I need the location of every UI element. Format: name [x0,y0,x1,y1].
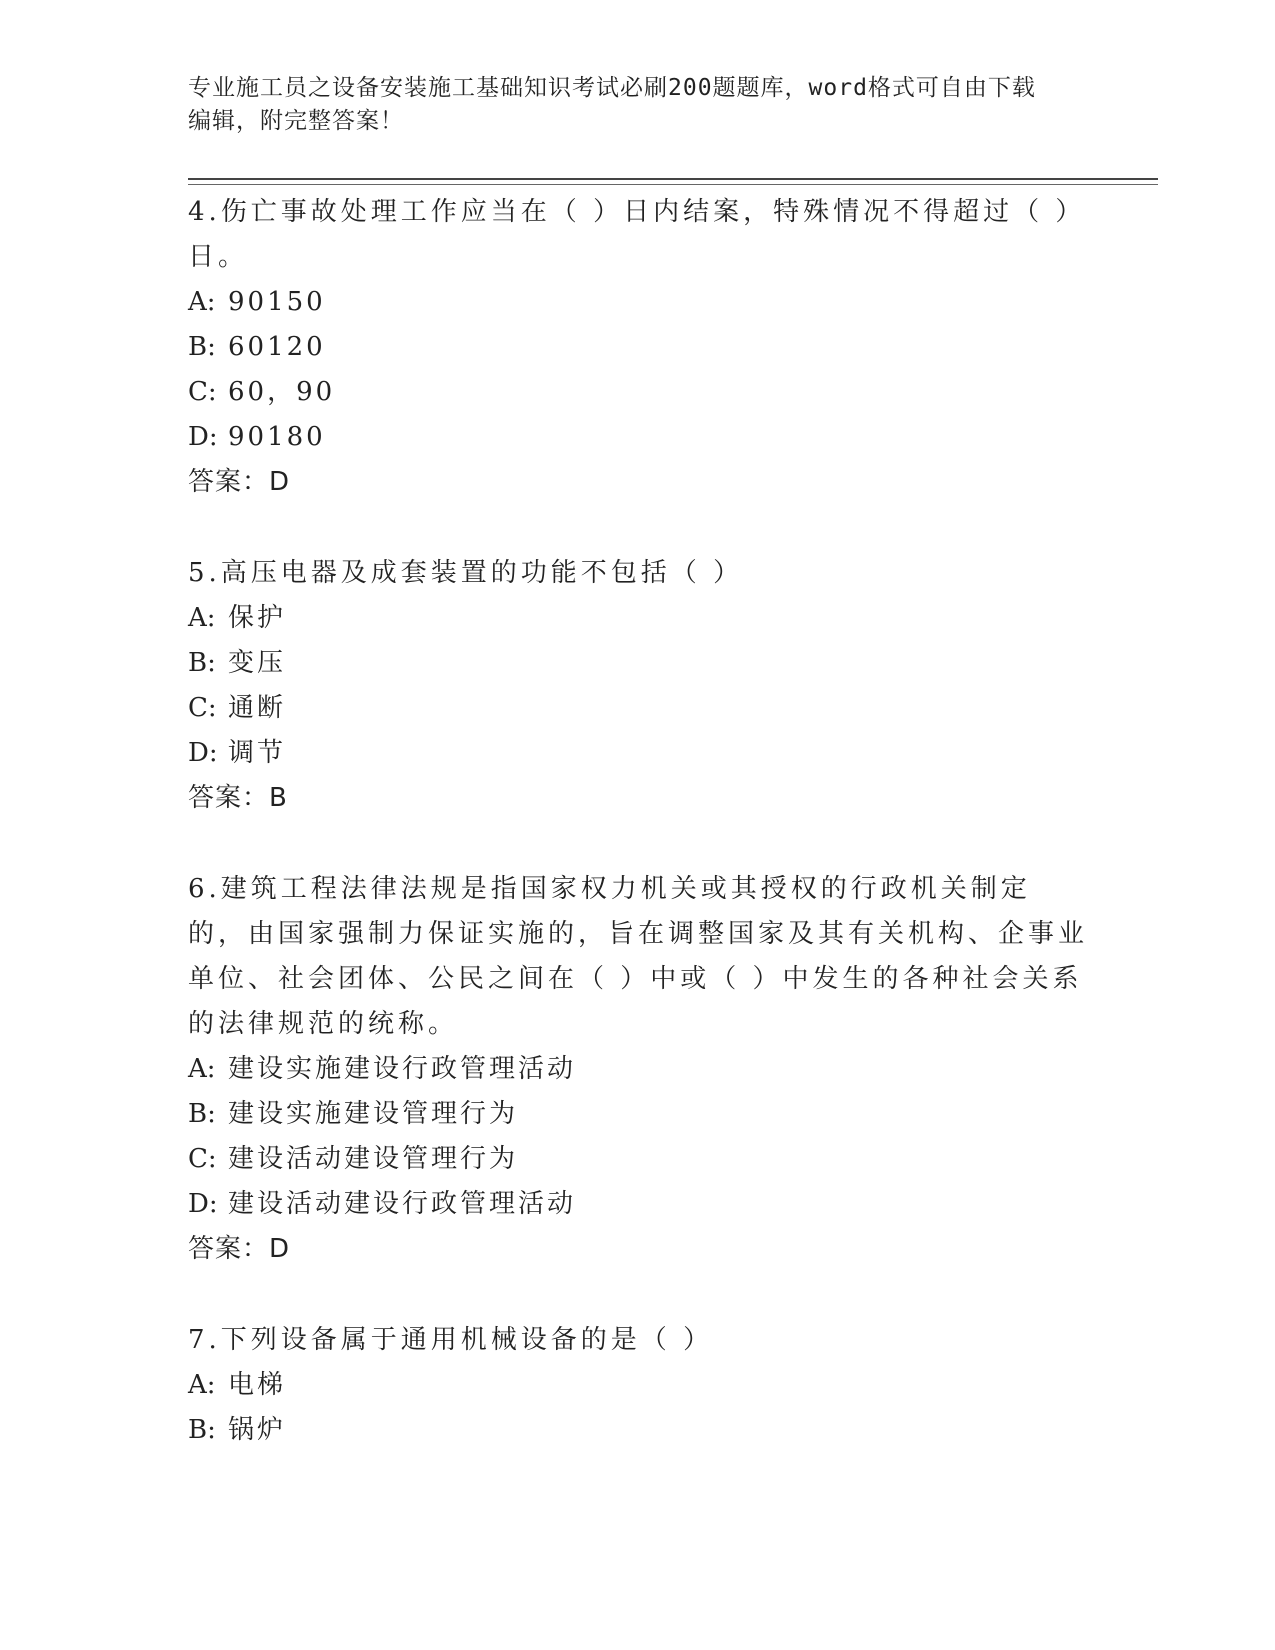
question-item [188,551,1088,821]
header-divider-thin [188,184,1158,185]
option-b [188,641,1088,686]
option-letter: D: [188,738,218,768]
option-text: 建设实施建设管理行为 [228,1099,519,1129]
option-d [188,731,1088,776]
option-text: 60，90 [228,377,336,407]
question-item [188,190,1088,505]
question-item [188,867,1088,1272]
option-a [188,1047,1088,1092]
option-letter: B: [188,1099,216,1129]
option-letter: A: [188,287,216,317]
option-text: 保护 [228,603,287,633]
option-b [188,1408,1088,1453]
option-text: 建设活动建设管理行为 [228,1144,519,1174]
answer-line: 答案：D [188,467,291,497]
option-text: 变压 [228,648,287,678]
header-line-2: 编辑，附完整答案！ [188,108,404,134]
option-d [188,1182,1088,1227]
option-text: 通断 [228,693,287,723]
option-text: 90150 [228,287,326,317]
option-b [188,1092,1088,1137]
option-d [188,415,1088,460]
option-c [188,1137,1088,1182]
option-letter: B: [188,1415,216,1445]
option-letter: D: [188,1189,218,1219]
option-b [188,325,1088,370]
header-line-1: 专业施工员之设备安装施工基础知识考试必刷200题题库，word格式可自由下载 [188,75,1036,101]
option-letter: A: [188,603,216,633]
option-text: 调节 [228,738,287,768]
option-text: 60120 [228,332,326,362]
option-text: 锅炉 [228,1415,287,1445]
option-a [188,1363,1088,1408]
document-header [188,72,1088,138]
option-text: 建设实施建设行政管理活动 [228,1054,577,1084]
option-letter: B: [188,332,216,362]
question-stem: 7.下列设备属于通用机械设备的是（ ） [188,1325,714,1355]
question-stem: 6.建筑工程法律法规是指国家权力机关或其授权的行政机关制定的，由国家强制力保证实施的，旨在调整国家及其有关机构、企事业单位、社会团体、公民之间在（ ）中或（ ）中发生的各种社会关系的法律规范的统称。 [188,874,1089,1039]
option-letter: D: [188,422,218,452]
option-text: 建设活动建设行政管理活动 [228,1189,577,1219]
question-stem: 5.高压电器及成套装置的功能不包括（ ） [188,558,744,588]
option-text: 90180 [228,422,326,452]
question-list [188,190,1088,1499]
question-stem: 4.伤亡事故处理工作应当在（ ）日内结案，特殊情况不得超过（ ）日。 [188,197,1086,272]
option-letter: C: [188,693,217,723]
option-letter: A: [188,1054,216,1084]
option-a [188,596,1088,641]
option-letter: A: [188,1370,216,1400]
option-letter: B: [188,648,216,678]
option-letter: C: [188,377,217,407]
option-a [188,280,1088,325]
answer-line: 答案：B [188,783,288,813]
option-c [188,686,1088,731]
header-divider [188,178,1158,180]
option-letter: C: [188,1144,217,1174]
question-item [188,1318,1088,1453]
option-text: 电梯 [228,1370,287,1400]
answer-line: 答案：D [188,1234,291,1264]
option-c [188,370,1088,415]
